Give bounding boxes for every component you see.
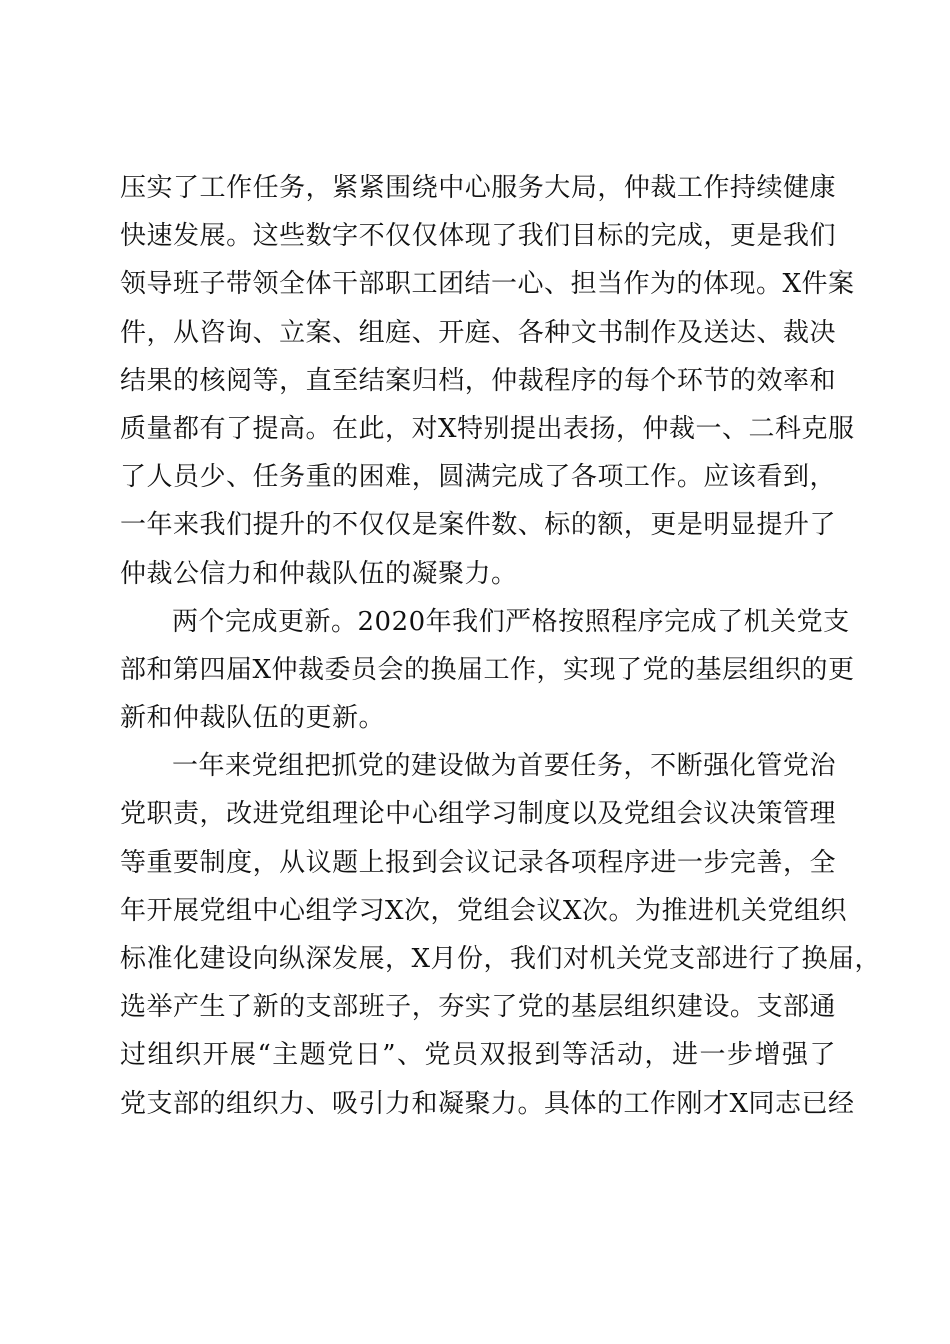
paragraph-3-line-6: 选举产生了新的支部班子，夯实了党的基层组织建设。支部通 [120,992,836,1023]
paragraph-3-line-8: 党支部的组织力、吸引力和凝聚力。具体的工作刚才X同志已经 [120,1088,855,1119]
paragraph-2-line-1: 两个完成更新。2020年我们严格按照程序完成了机关党支 [172,606,850,637]
paragraph-1-line-5: 结果的核阅等，直至结案归档，仲裁程序的每个环节的效率和 [120,365,836,396]
paragraph-1-line-8: 一年来我们提升的不仅仅是案件数、标的额，更是明显提升了 [120,510,836,541]
paragraph-3-line-7: 过组织开展“主题党日”、党员双报到等活动，进一步增强了 [120,1040,836,1071]
paragraph-3-line-1: 一年来党组把抓党的建设做为首要任务，不断强化管党治 [172,751,836,782]
paragraph-1-line-1: 压实了工作任务，紧紧围绕中心服务大局，仲裁工作持续健康 [120,173,836,203]
paragraph-2-line-3: 新和仲裁队伍的更新。 [120,703,386,734]
paragraph-3-line-4: 年开展党组中心组学习X次，党组会议X次。为推进机关党组织 [120,895,848,926]
paragraph-3-line-2: 党职责，改进党组理论中心组学习制度以及党组会议决策管理 [120,799,836,830]
document-body [120,164,882,1128]
paragraph-1-line-3: 领导班子带领全体干部职工团结一心、担当作为的体现。X件案 [120,269,855,300]
paragraph-3-line-3: 等重要制度，从议题上报到会议记录各项程序进一步完善，全 [120,847,836,878]
paragraph-2-line-2: 部和第四届X仲裁委员会的换届工作，实现了党的基层组织的更 [120,654,855,685]
paragraph-1-line-4: 件，从咨询、立案、组庭、开庭、各种文书制作及送达、裁决 [120,317,836,348]
paragraph-1-line-2: 快速发展。这些数字不仅仅体现了我们目标的完成，更是我们 [120,221,836,252]
paragraph-3-line-5: 标准化建设向纵深发展，X月份，我们对机关党支部进行了换届， [120,944,882,974]
paragraph-1-line-7: 了人员少、任务重的困难，圆满完成了各项工作。应该看到， [120,462,836,493]
paragraph-1-line-9: 仲裁公信力和仲裁队伍的凝聚力。 [120,558,518,589]
paragraph-1-line-6: 质量都有了提高。在此，对X特别提出表扬，仲裁一、二科克服 [120,413,855,444]
